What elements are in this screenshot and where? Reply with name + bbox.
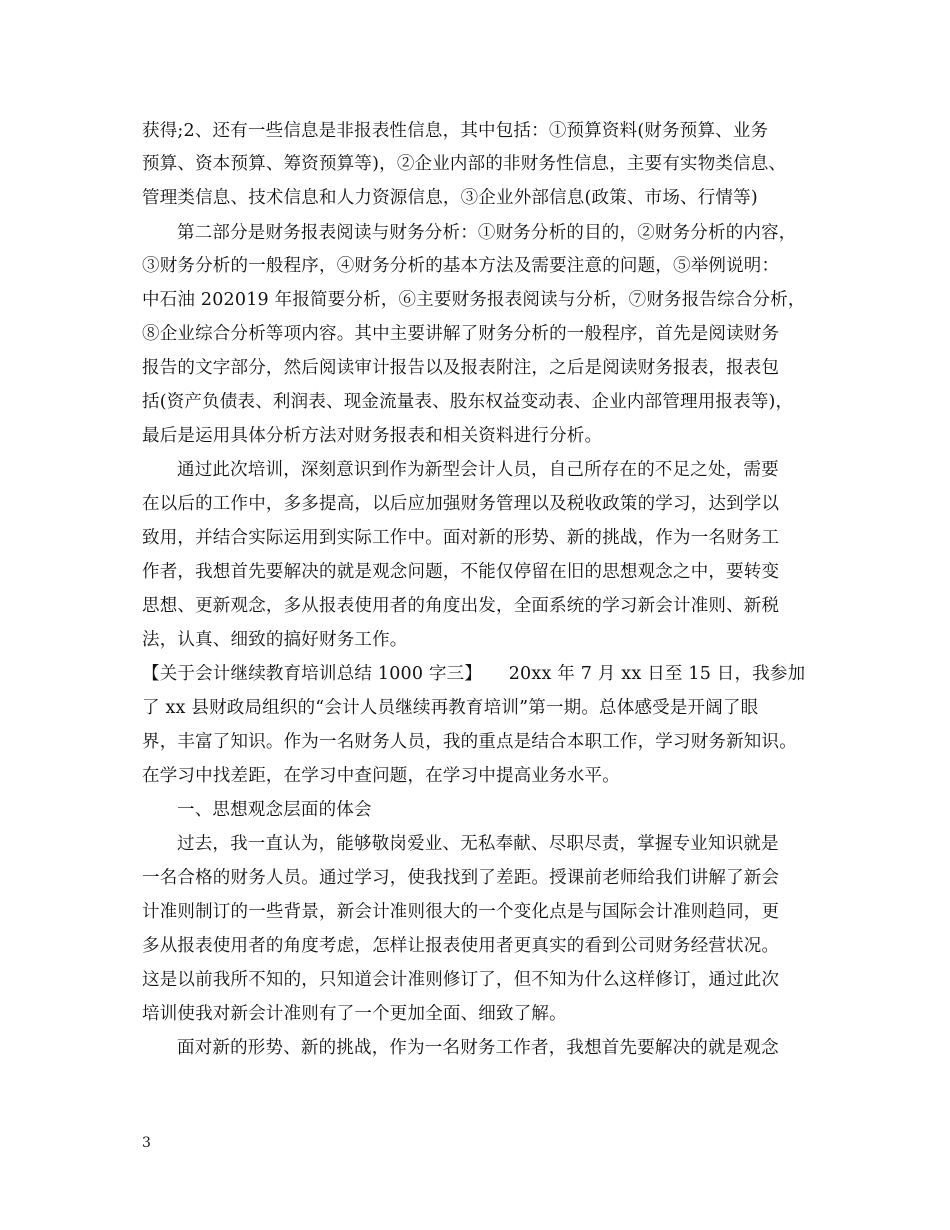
- text-line: 致用，并结合实际运用到实际工作中。面对新的形势、新的挑战，作为一名财务工: [142, 528, 780, 548]
- text-line: 界，丰富了知识。作为一名财务人员，我的重点是结合本职工作，学习财务新知识。: [142, 732, 797, 752]
- text-line: ⑧企业综合分析等项内容。其中主要讲解了财务分析的一般程序，首先是阅读财务: [142, 324, 780, 344]
- text-line: 法，认真、细致的搞好财务工作。: [142, 630, 408, 650]
- text-line: 获得;2、还有一些信息是非报表性信息，其中包括：①预算资料(财务预算、业务: [142, 121, 769, 141]
- text-line: 多从报表使用者的角度考虑，怎样让报表使用者更真实的看到公司财务经营状况。: [142, 936, 780, 956]
- text-line: 中石油 202019 年报简要分析，⑥主要财务报表阅读与分析，⑦财务报告综合分析，: [142, 290, 806, 310]
- text-line: 在以后的工作中，多多提高，以后应加强财务管理以及税收政策的学习，达到学以: [142, 494, 780, 514]
- text-line: 培训使我对新会计准则有了一个更加全面、细致了解。: [142, 1004, 567, 1024]
- text-line: 报告的文字部分，然后阅读审计报告以及报表附注，之后是阅读财务报表，报表包: [142, 358, 780, 378]
- subheading-line: 一、思想观念层面的体会: [177, 800, 372, 820]
- text-line: 了 xx 县财政局组织的“会计人员继续再教育培训”第一期。总体感受是开阔了眼: [142, 698, 759, 718]
- text-line: ③财务分析的一般程序，④财务分析的基本方法及需要注意的问题，⑤举例说明：: [142, 256, 780, 276]
- text-line: 计准则制订的一些背景，新会计准则很大的一个变化点是与国际会计准则趋同，更: [142, 902, 780, 922]
- text-line: 在学习中找差距，在学习中查问题，在学习中提高业务水平。: [142, 766, 620, 786]
- text-line: 管理类信息、技术信息和人力资源信息，③企业外部信息(政策、市场、行情等): [142, 188, 758, 208]
- text-line: 作者，我想首先要解决的就是观念问题，不能仅停留在旧的思想观念之中，要转变: [142, 562, 780, 582]
- section-heading-line: 【关于会计继续教育培训总结 1000 字三】 20xx 年 7 月 xx 日至 15 日，我参加: [142, 664, 806, 684]
- paragraph-start-line: 第二部分是财务报表阅读与财务分析：①财务分析的目的，②财务分析的内容，: [177, 223, 797, 243]
- text-line: 一名合格的财务人员。通过学习，使我找到了差距。授课前老师给我们讲解了新会: [142, 868, 780, 888]
- paragraph-start-line: 通过此次培训，深刻意识到作为新型会计人员，自己所存在的不足之处，需要: [177, 460, 779, 480]
- text-line: 预算、资本预算、筹资预算等)，②企业内部的非财务性信息，主要有实物类信息、: [142, 154, 787, 174]
- text-line: 这是以前我所不知的，只知道会计准则修订了，但不知为什么这样修订，通过此次: [142, 970, 780, 990]
- page-number: 3: [142, 1135, 151, 1151]
- text-line: 括(资产负债表、利润表、现金流量表、股东权益变动表、企业内部管理用报表等)，: [142, 392, 794, 412]
- paragraph-start-line: 过去，我一直认为，能够敬岗爱业、无私奉献、尽职尽责，掌握专业知识就是: [177, 834, 779, 854]
- text-line: 思想、更新观念，多从报表使用者的角度出发，全面系统的学习新会计准则、新税: [142, 596, 780, 616]
- text-line: 最后是运用具体分析方法对财务报表和相关资料进行分析。: [142, 426, 603, 446]
- paragraph-start-line: 面对新的形势、新的挑战，作为一名财务工作者，我想首先要解决的就是观念: [177, 1038, 779, 1058]
